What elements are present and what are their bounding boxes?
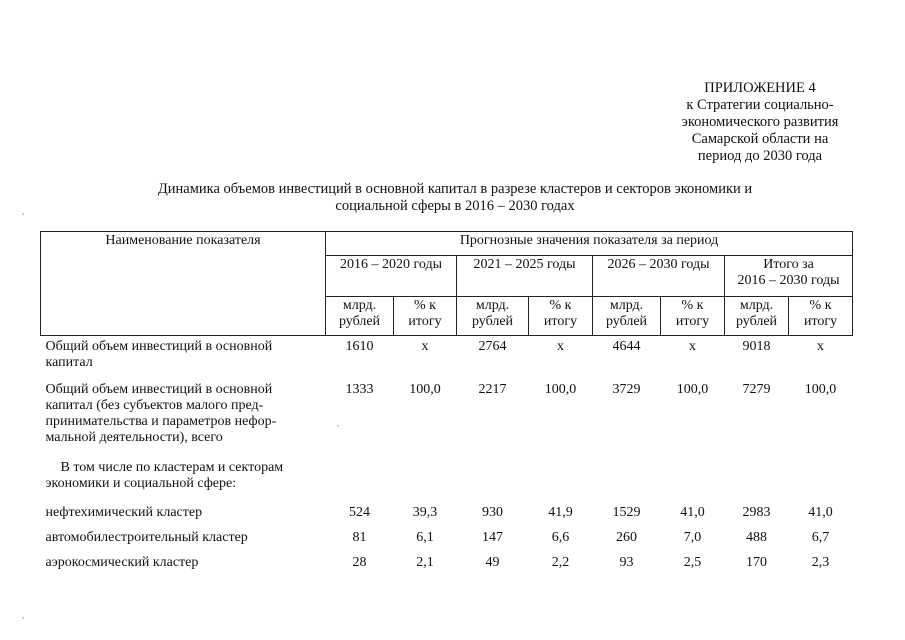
cell-value: 41,0 [680, 505, 705, 520]
unit-bln-rub [725, 297, 789, 336]
unit-label: % к [414, 298, 436, 313]
table-row [41, 527, 853, 552]
cell-value: 930 [482, 505, 503, 520]
row-name-line: капитал (без субъектов малого пред- [45, 398, 264, 413]
cell-value: 6,7 [811, 530, 830, 545]
scan-speck [22, 617, 24, 619]
unit-label: рублей [605, 314, 648, 329]
unit-pct [394, 297, 457, 336]
row-name-line: Общий объем инвестиций в основной [45, 382, 273, 397]
investment-table [40, 231, 853, 577]
cell-value: 488 [746, 530, 767, 545]
unit-pct [789, 297, 853, 336]
unit-pct [529, 297, 593, 336]
table-row [41, 379, 853, 457]
row-name-line: принимательства и параметров нефор- [45, 414, 277, 429]
cell-value: 2983 [742, 505, 771, 520]
document-title [60, 181, 850, 215]
appendix-line: к Стратегии социально- [686, 97, 834, 113]
row-name-line: экономики и социальной сфере: [45, 476, 237, 491]
cell-value: 100,0 [409, 382, 441, 397]
cell-value: 81 [352, 530, 367, 545]
cell-value: 524 [349, 505, 370, 520]
table-row [41, 552, 853, 577]
appendix-block [640, 80, 880, 165]
unit-bln-rub [457, 297, 529, 336]
unit-label: итогу [408, 314, 442, 329]
cell-value: 2217 [478, 382, 507, 397]
row-name-line: мальной деятельности), всего [45, 430, 223, 445]
unit-label: итогу [543, 314, 578, 329]
unit-label: рублей [471, 314, 514, 329]
cell-value: 1529 [612, 505, 641, 520]
row-name-line: капитал [45, 355, 93, 370]
unit-label: % к [809, 298, 832, 313]
cell-value: 147 [482, 530, 503, 545]
cell-value: 260 [616, 530, 637, 545]
row-name-line: В том числе по кластерам и секторам [60, 460, 284, 475]
title-line-1: Динамика объемов инвестиций в основной капитал в разрезе кластеров и секторов экономики и [157, 181, 753, 197]
cell-value: 2,2 [551, 555, 570, 570]
cell-value: 41,9 [548, 505, 573, 520]
row-name-line: Общий объем инвестиций в основной [45, 339, 273, 354]
row-name: аэрокосмический кластер [45, 555, 199, 570]
cell-value: 3729 [612, 382, 641, 397]
row-name: нефтехимический кластер [45, 505, 203, 520]
header-period-2021-2025: 2021 – 2025 годы [457, 256, 593, 297]
table-row [41, 336, 853, 380]
cell-value: 2,5 [683, 555, 702, 570]
cell-value: х [817, 339, 825, 354]
cell-value: 1333 [345, 382, 374, 397]
row-name: автомобилестроительный кластер [45, 530, 248, 545]
cell-value: 28 [352, 555, 367, 570]
row-name [41, 336, 326, 380]
unit-bln-rub [593, 297, 661, 336]
scan-speck [337, 425, 339, 427]
appendix-title: ПРИЛОЖЕНИЕ 4 [704, 80, 816, 96]
cell-value: 6,6 [551, 530, 570, 545]
row-name [41, 379, 326, 457]
cell-value: х [421, 339, 429, 354]
cell-value: 4644 [612, 339, 641, 354]
cell-value: 6,1 [416, 530, 434, 545]
unit-label: млрд. [739, 298, 774, 313]
table-row-subheading [41, 457, 853, 502]
cell-value: 170 [746, 555, 767, 570]
unit-pct [661, 297, 725, 336]
header-period-total [725, 256, 853, 297]
unit-label: итогу [803, 314, 838, 329]
cell-value: 100,0 [544, 382, 577, 397]
row-name [41, 457, 326, 502]
cell-value: 2,1 [416, 555, 434, 570]
cell-value: 100,0 [676, 382, 709, 397]
cell-value: 7,0 [683, 530, 702, 545]
cell-value: 2764 [478, 339, 507, 354]
cell-value: 7279 [742, 382, 771, 397]
table-row [41, 502, 853, 527]
cell-value: 93 [619, 555, 634, 570]
empty-cells [326, 457, 853, 502]
unit-label: % к [549, 298, 572, 313]
cell-value: 49 [485, 555, 500, 570]
unit-label: млрд. [475, 298, 510, 313]
unit-label: млрд. [342, 298, 377, 313]
cell-value: х [557, 339, 564, 354]
unit-label: рублей [338, 314, 381, 329]
cell-value: 39,3 [412, 505, 438, 520]
unit-label: % к [681, 298, 704, 313]
header-total-line-1: Итого за [763, 257, 814, 272]
header-period-2026-2030: 2026 – 2030 годы [593, 256, 725, 297]
unit-label: итогу [675, 314, 710, 329]
header-forecast: Прогнозные значения показателя за период [326, 232, 853, 256]
appendix-line: экономического развития [681, 114, 839, 130]
unit-label: млрд. [609, 298, 644, 313]
scan-speck [22, 213, 24, 215]
cell-value: 1610 [345, 339, 374, 354]
header-row-1 [41, 232, 853, 256]
unit-label: рублей [735, 314, 778, 329]
cell-value: х [689, 339, 696, 354]
unit-bln-rub [326, 297, 394, 336]
header-total-line-2: 2016 – 2030 годы [737, 273, 840, 288]
cell-value: 9018 [742, 339, 771, 354]
header-indicator-name: Наименование показателя [41, 232, 326, 336]
title-line-2: социальной сферы в 2016 – 2030 годах [335, 198, 575, 214]
header-period-2016-2020: 2016 – 2020 годы [326, 256, 457, 297]
cell-value: 100,0 [804, 382, 837, 397]
cell-value: 2,3 [811, 555, 830, 570]
cell-value: 41,0 [808, 505, 833, 520]
appendix-line: Самарской области на [691, 131, 829, 147]
appendix-line: период до 2030 года [697, 148, 823, 164]
